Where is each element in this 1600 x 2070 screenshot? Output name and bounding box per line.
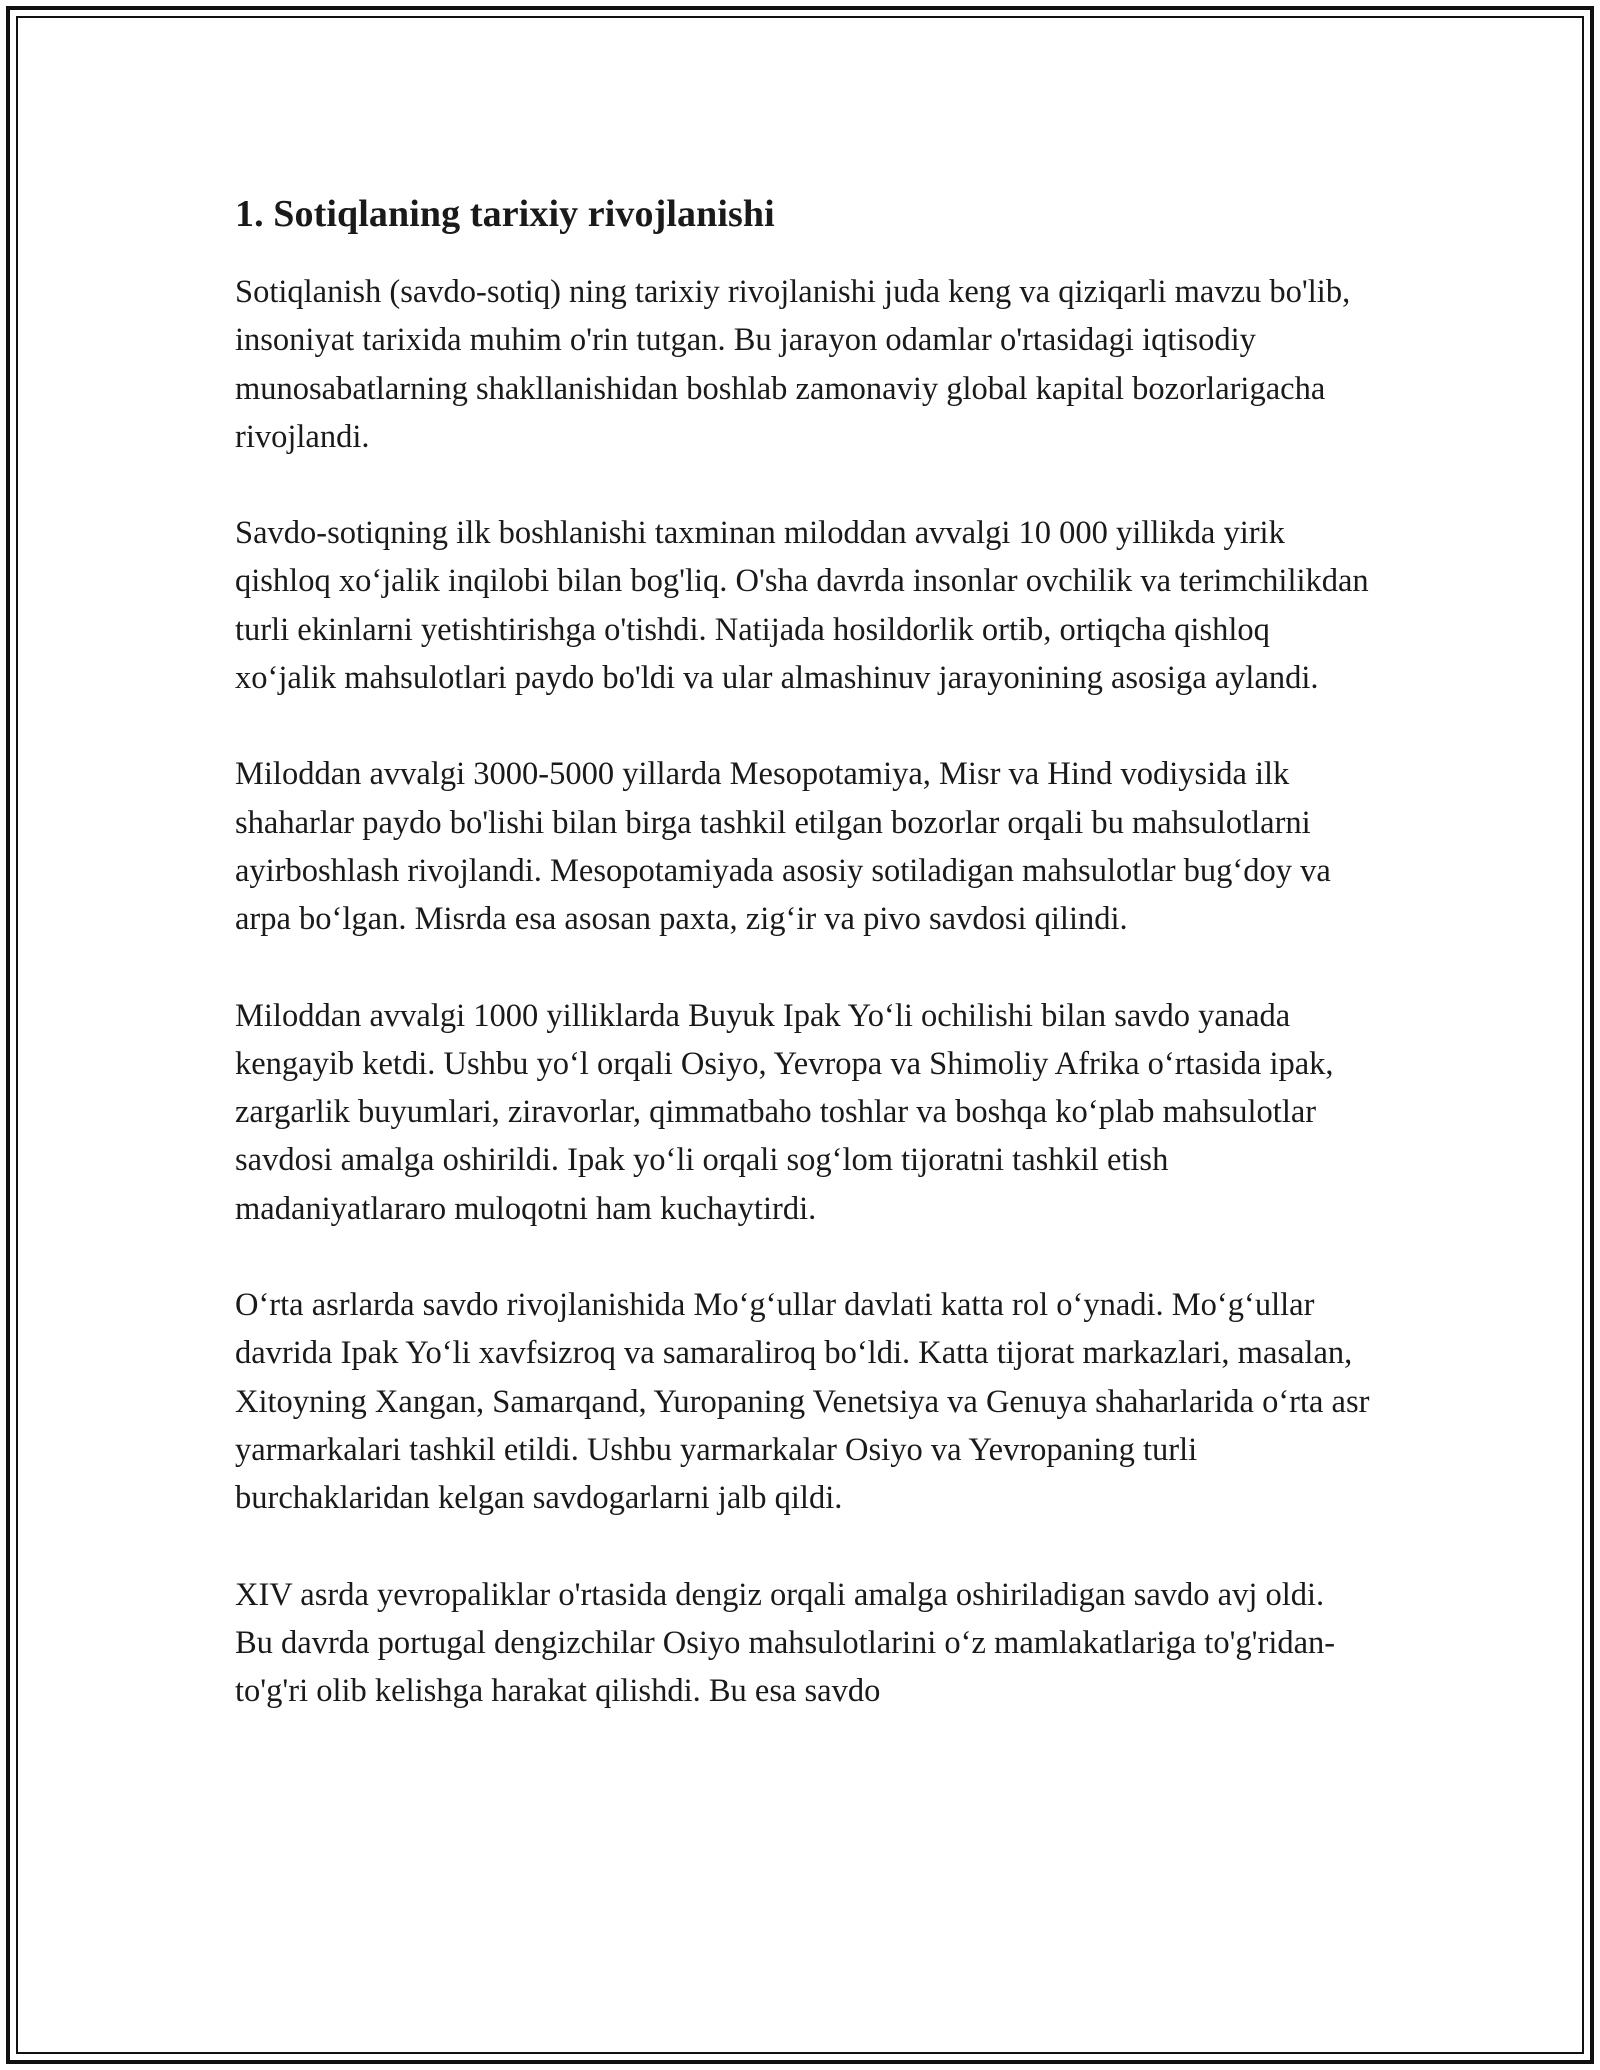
paragraph-middle-ages: O‘rta asrlarda savdo rivojlanishida Mo‘g‘ullar davlati katta rol o‘ynadi. Mo‘g‘ullar davrida Ipak Yo‘li xavfsizroq va samaraliroq bo‘ldi. Katta tijorat markazlari, masalan, Xitoyning Xangan, Samarqand, Yuropaning Venetsiya va Genuya shaharlarida o‘rta asr yarmarkalari tashkil etildi. Ushbu yarmarkalar Osiyo va Yevropaning turli burchaklaridan kelgan savdogarlarni jalb qildi. xyxy=(235,1287,1370,1517)
paragraph-maritime-trade: XIV asrda yevropaliklar o'rtasida dengiz orqali amalga oshiriladigan savdo avj oldi. Bu davrda portugal dengizchilar Osiyo mahsulotlarini o‘z mamlakatlariga to'g'ridan-to'g'ri olib kelishga harakat qilishdi. Bu esa savdo xyxy=(235,1576,1336,1710)
paragraph-silk-road: Miloddan avvalgi 1000 yilliklarda Buyuk Ipak Yo‘li ochilishi bilan savdo yanada kengayib ketdi. Ushbu yo‘l orqali Osiyo, Yevropa va Shimoliy Afrika o‘rtasida ipak, zargarlik buyumlari, ziravorlar, qimmatbaho toshlar va boshqa ko‘plab mahsulotlar savdosi amalga oshirildi. Ipak yo‘li orqali sog‘lom tijoratni tashkil etish madaniyatlararo muloqotni ham kuchaytirdi. xyxy=(235,997,1334,1227)
paragraph-ancient-cities: Miloddan avvalgi 3000-5000 yillarda Mesopotamiya, Misr va Hind vodiysida ilk shaharlar paydo bo'lishi bilan birga tashkil etilgan bozorlar orqali bu mahsulotlarni ayirboshlash rivojlandi. Mesopotamiyada asosiy sotiladigan mahsulotlar bug‘doy va arpa bo‘lgan. Misrda esa asosan paxta, zig‘ir va pivo savdosi qilindi. xyxy=(235,756,1331,938)
paragraph-agricultural-revolution: Savdo-sotiqning ilk boshlanishi taxminan miloddan avvalgi 10 000 yillikda yirik qishloq xo‘jalik inqilobi bilan bog'liq. O'sha davrda insonlar ovchilik va terimchilikdan turli ekinlarni yetishtirishga o'tishdi. Natijada hosildorlik ortib, ortiqcha qishloq xo‘jalik mahsulotlari paydo bo'ldi va ular almashinuv jarayonining asosiga aylandi. xyxy=(235,515,1369,697)
paragraph-introduction: Sotiqlanish (savdo-sotiq) ning tarixiy rivojlanishi juda keng va qiziqarli mavzu bo'lib, insoniyat tarixida muhim o'rin tutgan. Bu jarayon odamlar o'rtasidagi iqtisodiy munosabatlarning shakllanishidan boshlab zamonaviy global kapital bozorlarigacha rivojlandi. xyxy=(235,274,1351,455)
section-heading: 1. Sotiqlaning tarixiy rivojlanishi xyxy=(235,193,775,235)
document-body xyxy=(235,190,1370,1763)
